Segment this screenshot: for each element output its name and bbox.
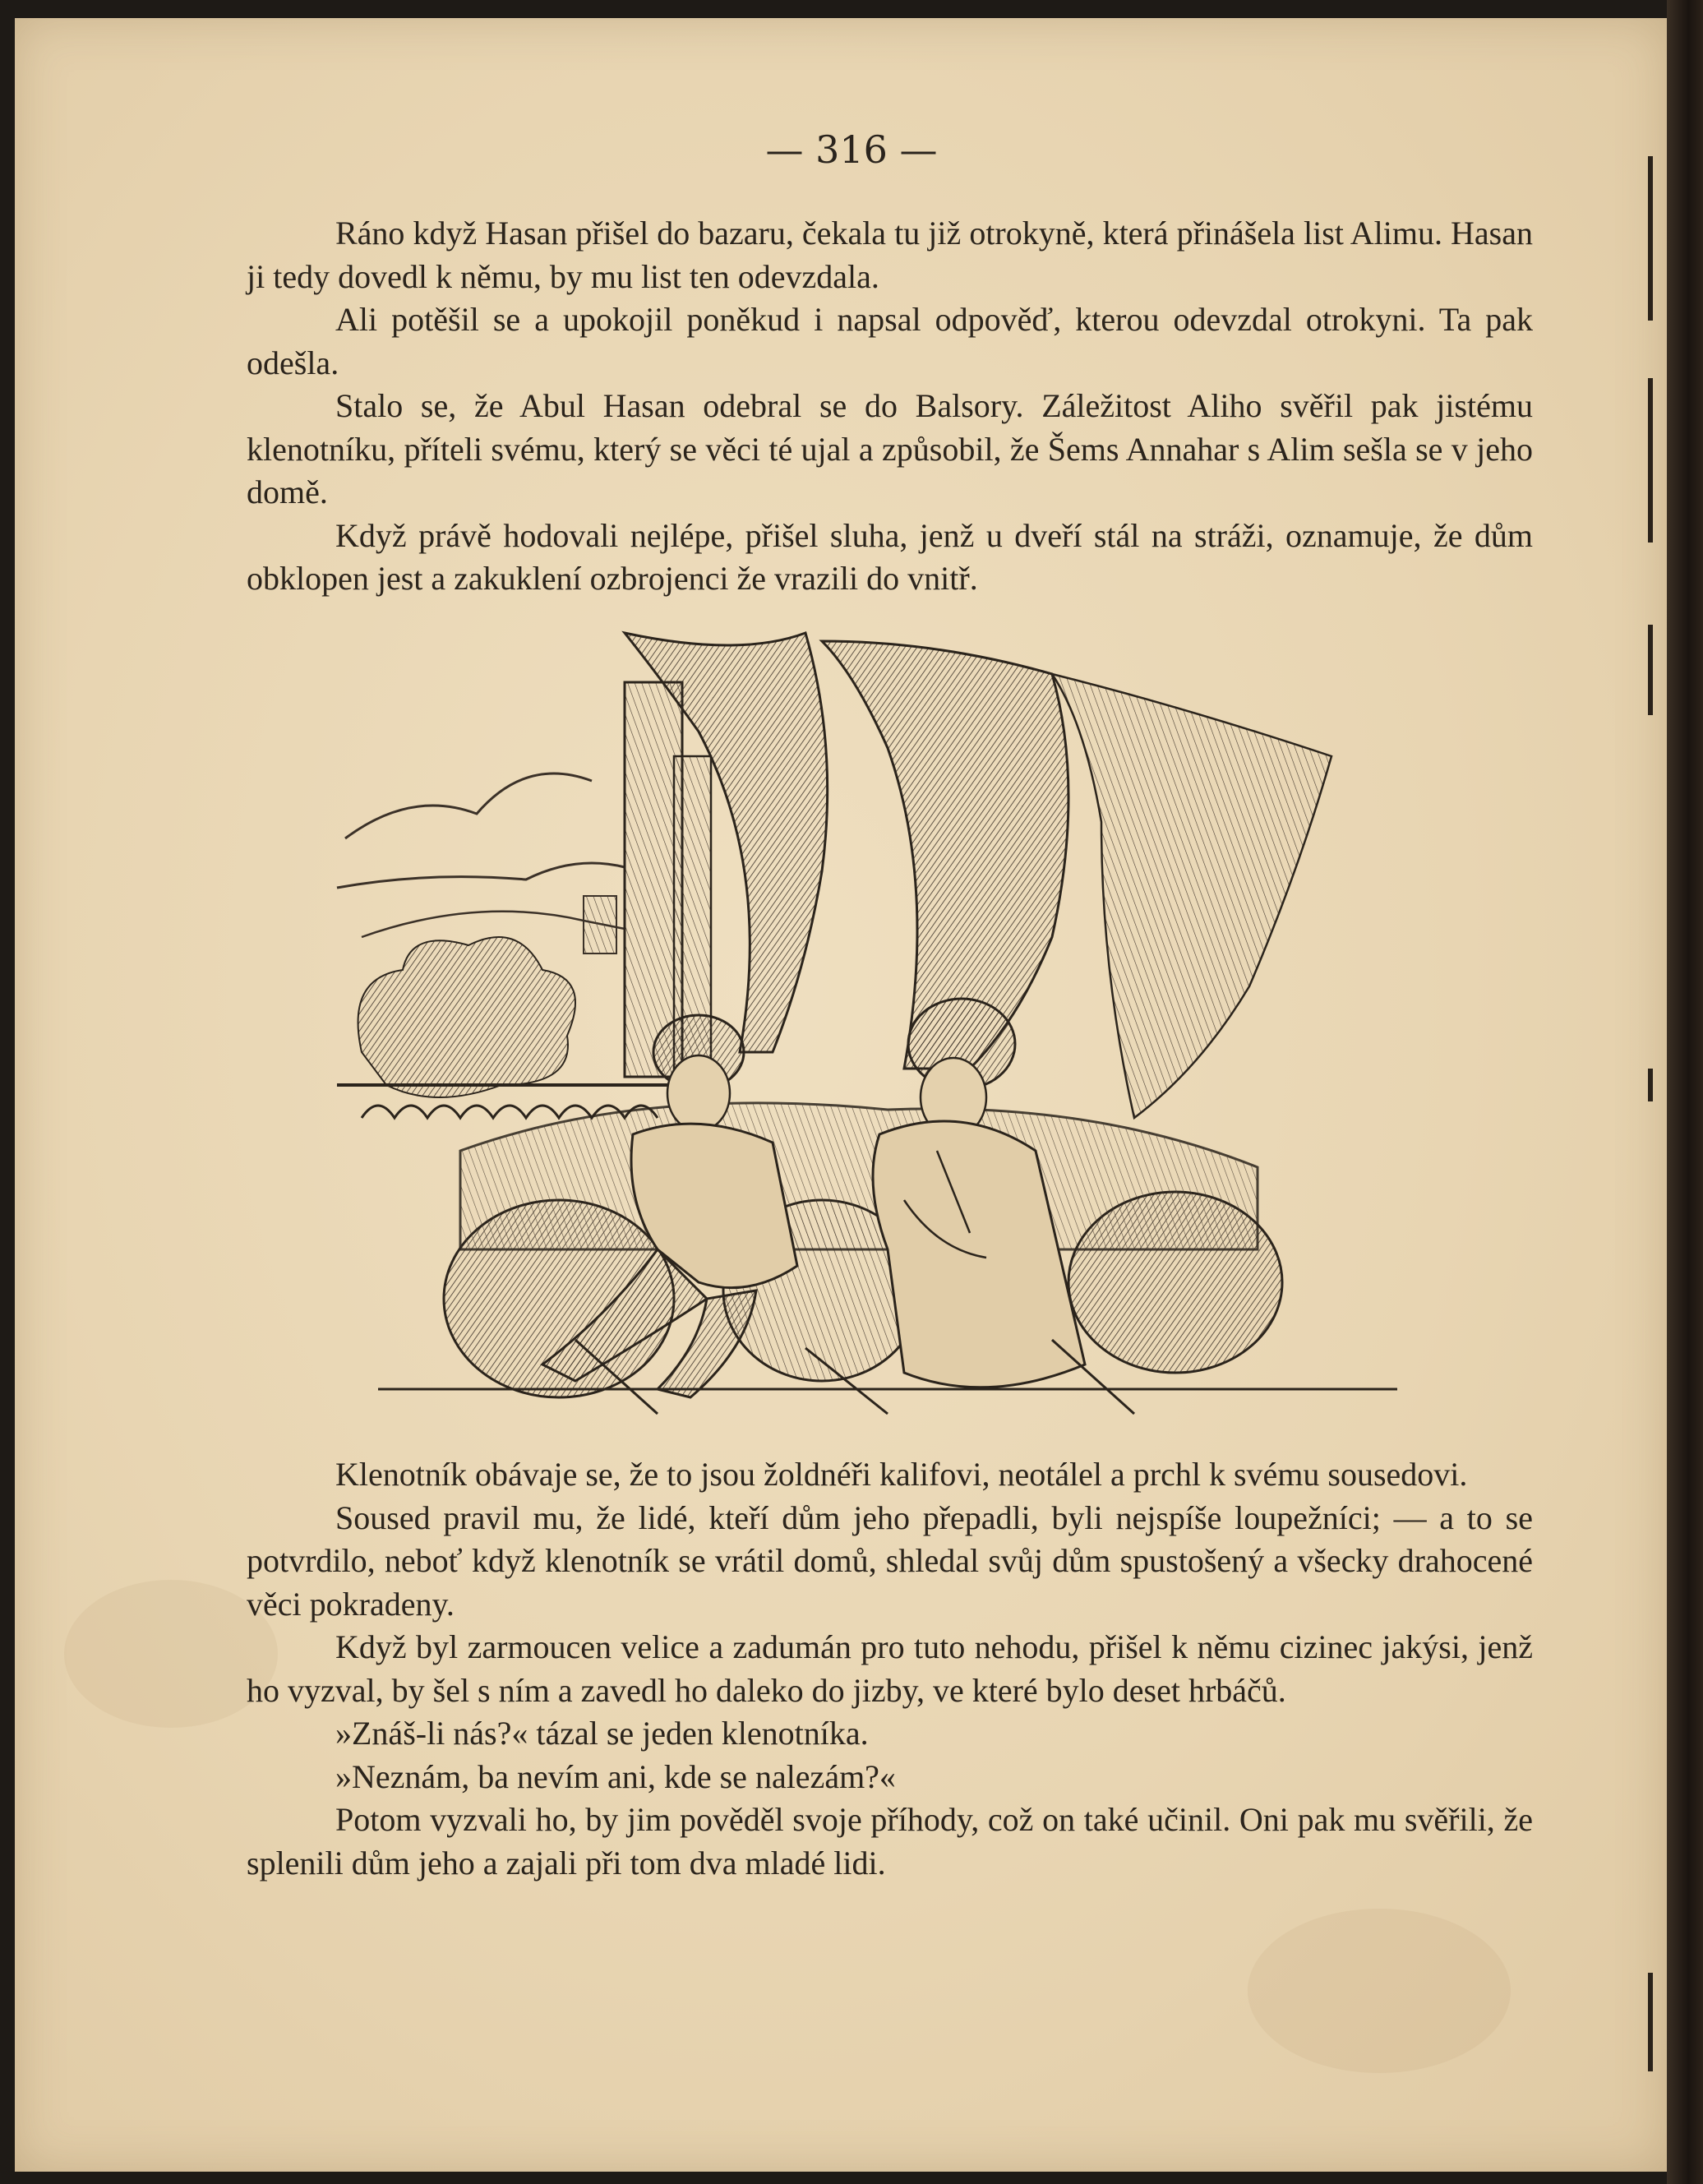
cloud-line (345, 773, 592, 838)
page-number: — 316 — (765, 127, 938, 172)
paragraph: Stalo se, že Abul Hasan odebral se do Balsory. Záležitost Aliho svěřil pak jistému klenotníku, příteli svému, který se věci té ujal a způsobil, že Šems Annahar s Alim sešla se v jeho domě. (247, 387, 1533, 510)
tree-cluster (358, 937, 575, 1097)
binding-mark (1648, 625, 1653, 715)
divan-back (460, 1103, 1258, 1249)
binding-mark (1648, 156, 1653, 321)
paper-stain (1248, 1909, 1511, 2073)
paragraph: Ali potěšil se a upokojil poněkud i napsal odpověď, kterou odevzdal otrokyni. Ta pak odešla. (247, 301, 1533, 381)
engraving-illustration (312, 625, 1463, 1430)
binding-mark (1648, 1069, 1653, 1101)
paragraph: Soused pravil mu, že lidé, kteří dům jeho přepadli, byli nejspíše loupežníci; — a to se potvrdilo, neboť když klenotník se vrátil domů, shledal svůj dům spustošený a všecky drahocené věci pokradeny. (247, 1498, 1533, 1623)
paragraph: Klenotník obávaje se, že to jsou žoldnéři kalifovi, neotálel a prchl k svému sousedovi. (335, 1456, 1468, 1493)
tower (584, 896, 616, 953)
book-binding-edge (1667, 0, 1703, 2184)
paragraph: Ráno když Hasan přišel do bazaru, čekala tu již otrokyně, která přinášela list Alimu. Hasan ji tedy dovedl k němu, by mu list ten odevzdala. (247, 215, 1533, 295)
curtain-right (1052, 674, 1331, 1118)
cloud-line (337, 863, 625, 888)
paragraph: Když právě hodovali nejlépe, přišel sluha, jenž u dveří stál na stráži, oznamuje, že dům obklopen jest a zakuklení ozbrojenci že vrazili do vnitř. (247, 516, 1533, 597)
binding-mark (1648, 1973, 1653, 2071)
text-block-top (247, 212, 1533, 601)
paragraph: »Neznám, ba nevím ani, kde se nalezám?« (335, 1757, 896, 1795)
text-block-bottom (247, 1453, 1533, 1885)
paragraph: »Znáš-li nás?« tázal se jeden klenotníka. (335, 1715, 869, 1752)
binding-mark (1648, 378, 1653, 543)
paragraph: Když byl zarmoucen velice a zadumán pro tuto nehodu, přišel k němu cizinec jakýsi, jenž ho vyzval, by šel s ním a zavedl ho daleko do jizby, ve které bylo deset hrbáčů. (247, 1628, 1533, 1709)
paper-stain (64, 1580, 278, 1728)
paragraph: Potom vyzvali ho, by jim pověděl svoje příhody, což on také učinil. Oni pak mu svěřili, že splenili dům jeho a zajali při tom dva mladé lidi. (247, 1801, 1533, 1882)
face (667, 1055, 730, 1131)
